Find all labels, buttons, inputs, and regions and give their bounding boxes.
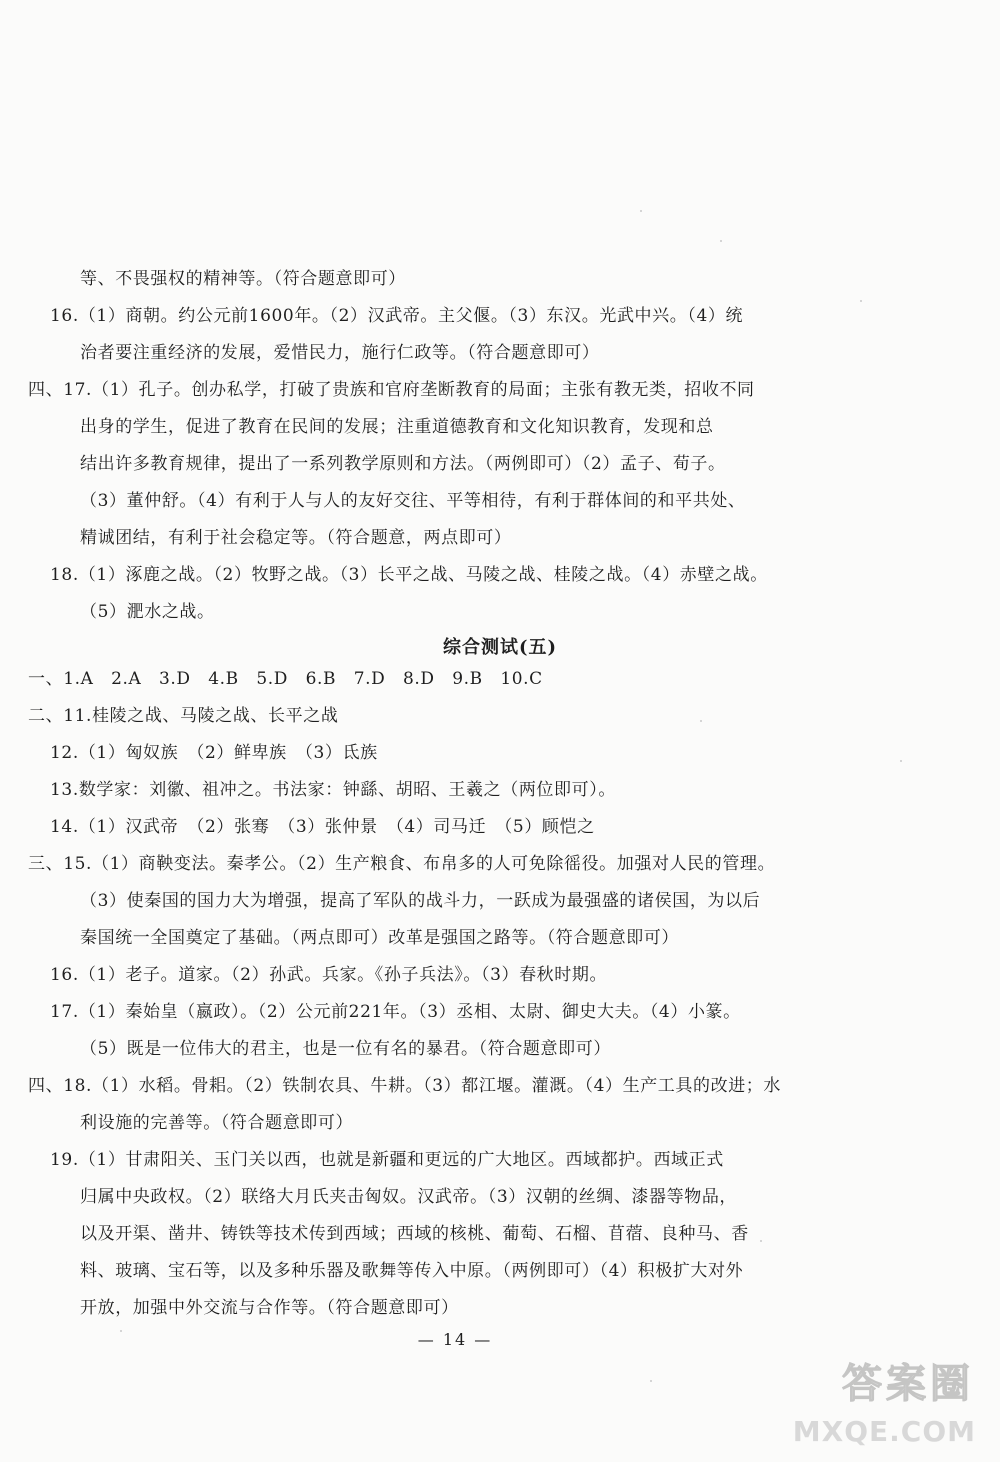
- answer-line: 秦国统一全国奠定了基础。（两点即可）改革是强国之路等。（符合题意即可）: [80, 928, 679, 948]
- answer-line: （5）既是一位伟大的君主，也是一位有名的暴君。（符合题意即可）: [80, 1039, 611, 1059]
- answer-line: 以及开渠、凿井、铸铁等技术传到西域；西域的核桃、葡萄、石榴、苜蓿、良种马、香: [80, 1224, 749, 1244]
- answer-line: 等、不畏强权的精神等。（符合题意即可）: [80, 269, 406, 289]
- answer-line: 出身的学生，促进了教育在民间的发展；注重道德教育和文化知识教育，发现和总: [80, 417, 714, 437]
- site-watermark-logo: [768, 1352, 978, 1448]
- watermark-en-text: MXQE.COM: [792, 1415, 976, 1448]
- answer-line: 16.（1）老子。道家。（2）孙武。兵家。《孙子兵法》。（3）春秋时期。: [50, 965, 608, 985]
- answer-line: 四、17.（1）孔子。创办私学，打破了贵族和官府垄断教育的局面；主张有教无类，招收不同: [28, 380, 755, 400]
- answer-line: 四、18.（1）水稻。骨耜。（2）铁制农具、牛耕。（3）都江堰。灌溉。（4）生产工具的改进；水: [28, 1076, 781, 1096]
- answer-line: 14.（1）汉武帝 （2）张骞 （3）张仲景 （4）司马迁 （5）顾恺之: [50, 817, 595, 837]
- answer-line: 精诚团结，有利于社会稳定等。（符合题意，两点即可）: [80, 528, 512, 548]
- answer-line: 13.数学家：刘徽、祖冲之。书法家：钟繇、胡昭、王羲之（两位即可）。: [50, 780, 616, 800]
- answer-line: 17.（1）秦始皇（嬴政）。（2）公元前221年。（3）丞相、太尉、御史大夫。（4）小篆。: [50, 1002, 741, 1022]
- answer-line: 16.（1）商朝。约公元前1600年。（2）汉武帝。主父偃。（3）东汉。光武中兴。（4）统: [50, 306, 744, 326]
- answer-line: （3）董仲舒。（4）有利于人与人的友好交往、平等相待，有利于群体间的和平共处、: [80, 491, 746, 511]
- answer-line: （3）使秦国的国力大为增强，提高了军队的战斗力，一跃成为最强盛的诸侯国，为以后: [80, 891, 761, 911]
- answer-line: 治者要注重经济的发展，爱惜民力，施行仁政等。（符合题意即可）: [80, 343, 600, 363]
- answer-line: 19.（1）甘肃阳关、玉门关以西，也就是新疆和更远的广大地区。西域都护。西域正式: [50, 1150, 724, 1170]
- answer-line: 利设施的完善等。（符合题意即可）: [80, 1113, 354, 1133]
- answer-line: 12.（1）匈奴族 （2）鲜卑族 （3）氐族: [50, 743, 378, 763]
- answer-line: 三、15.（1）商鞅变法。秦孝公。（2）生产粮食、布帛多的人可免除徭役。加强对人民的管理。: [28, 854, 776, 874]
- answer-line: 二、11.桂陵之战、马陵之战、长平之战: [28, 706, 339, 726]
- watermark-cn-text: 答案圈: [842, 1361, 974, 1407]
- answer-line: 结出许多教育规律，提出了一系列教学原则和方法。（两例即可）（2）孟子、荀子。: [80, 454, 726, 474]
- page-number: — 14 —: [417, 1330, 493, 1349]
- answer-line: 归属中央政权。（2）联络大月氏夹击匈奴。汉武帝。（3）汉朝的丝绸、漆器等物品，: [80, 1187, 738, 1207]
- answer-line: （5）淝水之战。: [80, 602, 215, 622]
- section-title: 综合测试(五): [442, 637, 558, 658]
- answer-line: 一、1.A 2.A 3.D 4.B 5.D 6.B 7.D 8.D 9.B 10.C: [28, 669, 543, 689]
- answer-line: 18.（1）涿鹿之战。（2）牧野之战。（3）长平之战、马陵之战、桂陵之战。（4）赤壁之战。: [50, 565, 768, 585]
- answer-line: 料、玻璃、宝石等，以及多种乐器及歌舞等传入中原。（两例即可）（4）积极扩大对外: [80, 1261, 744, 1281]
- answer-line: 开放，加强中外交流与合作等。（符合题意即可）: [80, 1298, 459, 1318]
